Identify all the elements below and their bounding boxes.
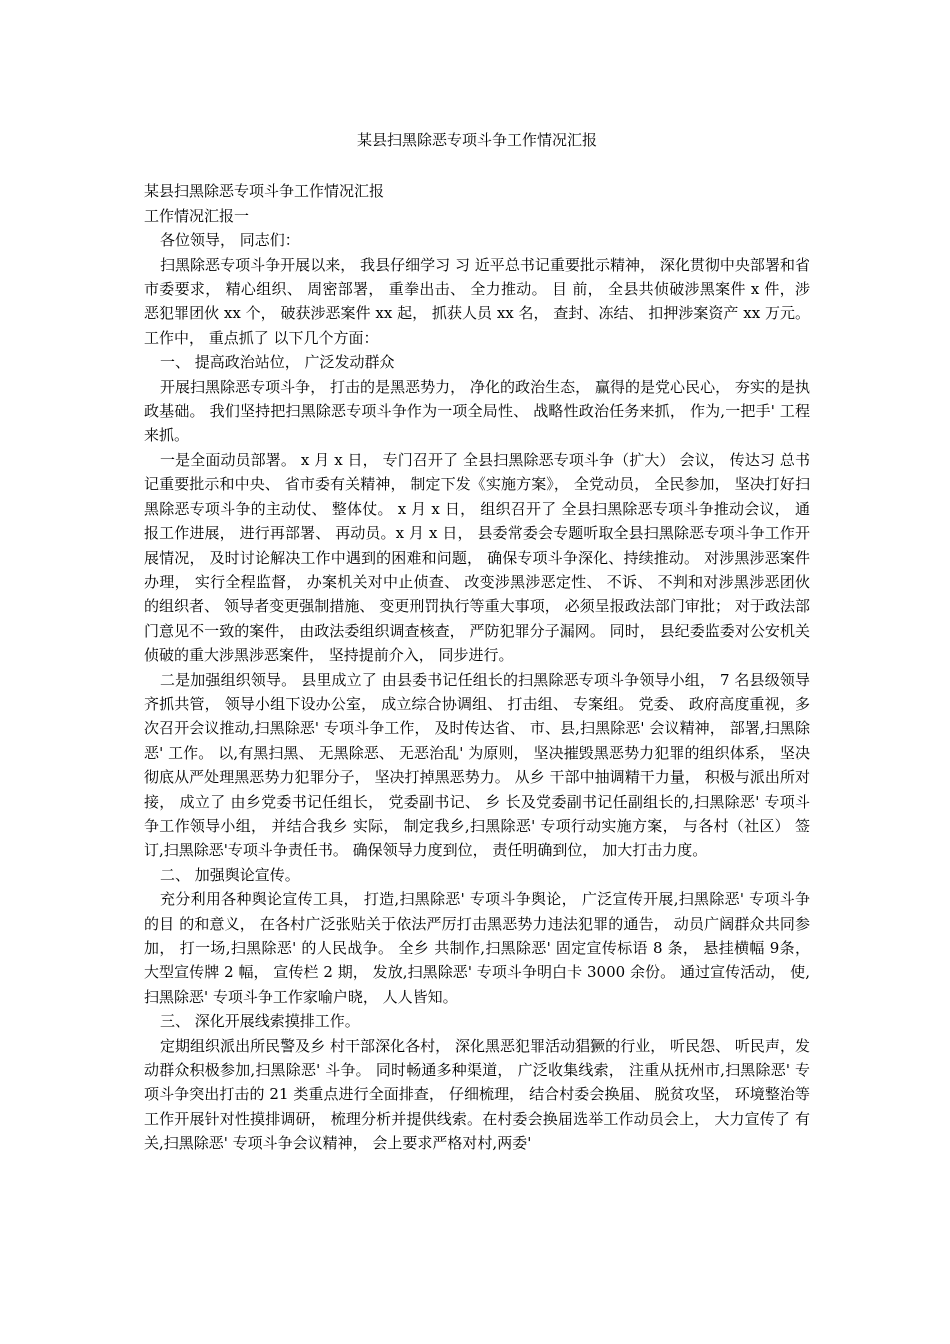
section-heading-3: 三、 深化开展线索摸排工作。	[160, 1012, 360, 1031]
greeting: 各位领导， 同志们：	[160, 231, 300, 250]
paragraph-intro: 扫黑除恶专项斗争开展以来， 我县仔细学习 习 近平总书记重要批示精神， 深化贯彻中央部署和省市委要求， 精心组织、 周密部署， 重拳出击、 全力推动。 目 前， 全县共侦破涉黑案件 x 件，涉恶犯罪团伙 xx 个， 破获涉恶案件 xx 起， 抓获人员 xx 名， 查封、冻结、 扣押涉案资产 xx 万元。 工作中， 重点抓了 以下几个方面：	[144, 255, 810, 347]
paragraph: 二是加强组织领导。 县里成立了 由县委书记任组长的扫黑除恶专项斗争领导小组， 7 名县级领导齐抓共管， 领导小组下设办公室， 成立综合协调组、 打击组、 专案组。 党委、 政府高度重视，多次召开会议推动,扫黑除恶' 专项斗争工作， 及时传达省、 市、县,扫黑除恶' 会议精神， 部署,扫黑除恶' 工作。 以,有黑扫黑、 无黑除恶、 无恶治乱' 为原则， 坚决摧毁黑恶势力犯罪的组织体系， 坚决彻底从严处理黑恶势力犯罪分子， 坚决打掉黑恶势力。 从乡 干部中抽调精干力量， 积极与派出所对接， 成立了 由乡党委书记任组长， 党委副书记、 乡 长及党委副书记任副组长的,扫黑除恶' 专项斗争工作领导小组， 并结合我乡 实际， 制定我乡,扫黑除恶' 专项行动实施方案， 与各村（社区） 签订,扫黑除恶'专项斗争责任书。 确保领导力度到位， 责任明确到位， 加大打击力度。	[144, 670, 810, 860]
paragraph: 开展扫黑除恶专项斗争， 打击的是黑恶势力， 净化的政治生态， 赢得的是党心民心， 夯实的是执政基础。 我们坚持把扫黑除恶专项斗争作为一项全局性、 战略性政治任务来抓， 作为,一把手' 工程来抓。	[144, 377, 810, 445]
report-label: 工作情况汇报一	[144, 206, 250, 225]
section-heading-2: 二、 加强舆论宣传。	[160, 865, 300, 884]
document-subtitle: 某县扫黑除恶专项斗争工作情况汇报	[144, 182, 385, 201]
document-title: 某县扫黑除恶专项斗争工作情况汇报	[356, 131, 597, 149]
section-heading-1: 一、 提高政治站位， 广泛发动群众	[160, 353, 395, 372]
paragraph: 定期组织派出所民警及乡 村干部深化各村， 深化黑恶犯罪活动猖獗的行业， 听民怨、 听民声，发动群众积极参加,扫黑除恶' 斗争。 同时畅通多种渠道， 广泛收集线索， 注重从抚州市,扫黑除恶' 专项斗争突出打击的 21 类重点进行全面排查， 仔细梳理， 结合村委会换届、 脱贫攻坚， 环境整治等工作开展针对性摸排调研， 梳理分析并提供线索。在村委会换届选举工作动员会上， 大力宣传了 有关,扫黑除恶' 专项斗争会议精神， 会上要求严格对村,两委'	[144, 1036, 810, 1153]
paragraph: 充分利用各种舆论宣传工具， 打造,扫黑除恶' 专项斗争舆论， 广泛宣传开展,扫黑除恶' 专项斗争的目 的和意义， 在各村广泛张贴关于依法严厉打击黑恶势力违法犯罪的通告， 动员广阔群众共同参加， 打一场,扫黑除恶' 的人民战争。 全乡 共制作,扫黑除恶' 固定宣传标语 8 条， 悬挂横幅 9条， 大型宣传牌 2 幅， 宣传栏 2 期， 发放,扫黑除恶' 专项斗争明白卡 3000 余份。 通过宣传活动， 使,扫黑除恶' 专项斗争工作家喻户晓， 人人皆知。	[144, 890, 810, 1006]
paragraph: 一是全面动员部署。 x 月 x 日， 专门召开了 全县扫黑除恶专项斗争（扩大） 会议， 传达习 总书记重要批示和中央、 省市委有关精神， 制定下发《实施方案》， 全党动员， 全民参加， 坚决打好扫黑除恶专项斗争的主动仗、 整体仗。 x 月 x 日， 组织召开了 全县扫黑除恶专项斗争推动会议， 通报工作进展， 进行再部署、 再动员。x 月 x 日， 县委常委会专题听取全县扫黑除恶专项斗争工作开展情况， 及时讨论解决工作中遇到的困难和问题， 确保专项斗争深化、持续推动。 对涉黑涉恶案件办理， 实行全程监督， 办案机关对中止侦查、 改变涉黑涉恶定性、 不诉、 不判和对涉黑涉恶团伙的组织者、 领导者变更强制措施、 变更刑罚执行等重大事项， 必须呈报政法部门审批； 对于政法部门意见不一致的案件， 由政法委组织调查核查， 严防犯罪分子漏网。 同时， 县纪委监委对公安机关侦破的重大涉黑涉恶案件， 坚持提前介入， 同步进行。	[144, 450, 810, 665]
